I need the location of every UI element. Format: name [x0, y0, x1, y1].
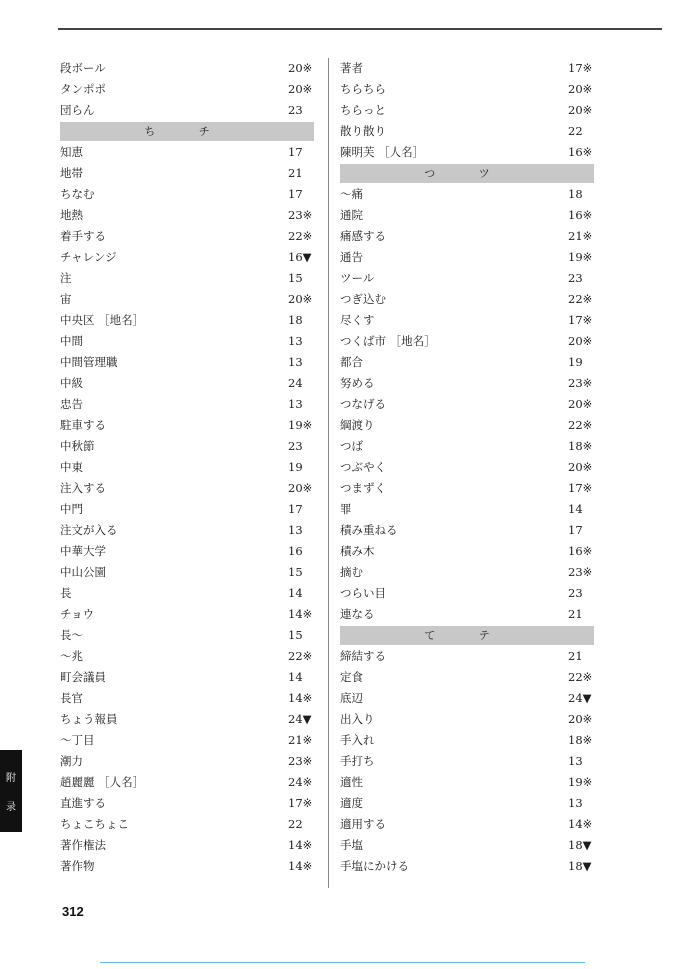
index-entry	[340, 520, 594, 541]
entry-lesson-number: 24▼	[288, 712, 312, 726]
index-entry	[60, 457, 314, 478]
section-header: つ ツ	[340, 164, 594, 183]
entry-term: 定食	[340, 670, 363, 684]
entry-lesson-number: 17	[288, 502, 303, 516]
index-entry	[60, 205, 314, 226]
entry-lesson-number: 23※	[568, 376, 593, 390]
index-entry	[60, 163, 314, 184]
entry-lesson-number: 14※	[288, 691, 313, 705]
entry-lesson-number: 20※	[568, 460, 593, 474]
entry-term: 手入れ	[340, 733, 375, 747]
entry-lesson-number: 22	[288, 817, 303, 831]
entry-term: 地帯	[60, 166, 83, 180]
entry-term: 宙	[60, 292, 72, 306]
entry-term: 連なる	[340, 607, 375, 621]
entry-lesson-number: 20※	[288, 481, 313, 495]
entry-lesson-number: 19※	[288, 418, 313, 432]
entry-term: 地熱	[60, 208, 83, 222]
index-entry	[60, 772, 314, 793]
bottom-rule	[100, 962, 585, 963]
index-entry	[60, 184, 314, 205]
entry-term: 中山公園	[60, 565, 106, 579]
index-entry	[60, 331, 314, 352]
entry-lesson-number: 13	[288, 334, 303, 348]
index-entry	[340, 856, 594, 877]
column-divider	[328, 58, 329, 888]
index-entry	[60, 394, 314, 415]
index-entry	[340, 772, 594, 793]
index-entry	[340, 436, 594, 457]
index-entry	[340, 226, 594, 247]
entry-term: つらい目	[340, 586, 386, 600]
entry-lesson-number: 20※	[288, 82, 313, 96]
entry-lesson-number: 17※	[568, 61, 593, 75]
index-entry	[340, 121, 594, 142]
index-entry	[60, 520, 314, 541]
entry-lesson-number: 13	[568, 754, 583, 768]
entry-term: ちょこちょこ	[60, 817, 129, 831]
index-entry	[60, 541, 314, 562]
entry-lesson-number: 16※	[568, 145, 593, 159]
index-entry	[340, 457, 594, 478]
entry-lesson-number: 14	[288, 670, 303, 684]
entry-lesson-number: 20※	[568, 103, 593, 117]
entry-term: 手打ち	[340, 754, 375, 768]
entry-term: 中門	[60, 502, 83, 516]
entry-lesson-number: 18▼	[568, 859, 592, 873]
entry-term: 〜兆	[60, 649, 83, 663]
entry-lesson-number: 14※	[288, 607, 313, 621]
index-entry	[340, 310, 594, 331]
entry-term: 中秋節	[60, 439, 95, 453]
entry-term: 陳明芙 ［人名］	[340, 145, 425, 159]
entry-term: 長官	[60, 691, 83, 705]
entry-lesson-number: 14※	[288, 859, 313, 873]
entry-term: タンポポ	[60, 82, 106, 96]
entry-lesson-number: 20※	[568, 334, 593, 348]
index-entry	[340, 415, 594, 436]
left-index-column	[60, 58, 314, 877]
index-entry	[60, 58, 314, 79]
index-entry	[340, 394, 594, 415]
index-entry	[60, 268, 314, 289]
index-entry	[60, 814, 314, 835]
entry-term: 罪	[340, 502, 352, 516]
index-entry	[60, 835, 314, 856]
entry-lesson-number: 19	[288, 460, 303, 474]
index-entry	[60, 688, 314, 709]
entry-lesson-number: 17	[288, 187, 303, 201]
entry-term: 段ボール	[60, 61, 106, 75]
entry-lesson-number: 23※	[288, 754, 313, 768]
entry-term: 努める	[340, 376, 375, 390]
entry-lesson-number: 21※	[288, 733, 313, 747]
entry-lesson-number: 22	[568, 124, 583, 138]
index-entry	[60, 583, 314, 604]
entry-term: 著者	[340, 61, 363, 75]
entry-lesson-number: 16※	[568, 208, 593, 222]
entry-lesson-number: 22※	[568, 418, 593, 432]
entry-lesson-number: 23※	[568, 565, 593, 579]
entry-term: つぎ込む	[340, 292, 386, 306]
section-header: て テ	[340, 626, 594, 645]
entry-lesson-number: 18※	[568, 733, 593, 747]
index-entry	[340, 562, 594, 583]
index-entry	[340, 814, 594, 835]
entry-lesson-number: 19	[568, 355, 583, 369]
entry-lesson-number: 21	[568, 607, 583, 621]
entry-term: 締結する	[340, 649, 386, 663]
entry-term: 団らん	[60, 103, 95, 117]
index-entry	[60, 625, 314, 646]
entry-lesson-number: 13	[568, 796, 583, 810]
entry-term: ちょう報員	[60, 712, 118, 726]
entry-term: 長〜	[60, 628, 83, 642]
index-entry	[60, 856, 314, 877]
entry-lesson-number: 13	[288, 355, 303, 369]
entry-term: 痛感する	[340, 229, 386, 243]
index-entry	[340, 100, 594, 121]
entry-lesson-number: 17※	[288, 796, 313, 810]
index-entry	[60, 793, 314, 814]
index-entry	[340, 499, 594, 520]
entry-lesson-number: 14	[568, 502, 583, 516]
entry-lesson-number: 23※	[288, 208, 313, 222]
entry-term: ちなむ	[60, 187, 95, 201]
entry-lesson-number: 24※	[288, 775, 313, 789]
entry-term: 潮力	[60, 754, 83, 768]
entry-term: 通院	[340, 208, 363, 222]
index-entry	[340, 604, 594, 625]
entry-term: 中央区 ［地名］	[60, 313, 145, 327]
index-entry	[60, 226, 314, 247]
entry-term: チャレンジ	[60, 250, 117, 264]
entry-term: 出入り	[340, 712, 375, 726]
page-number: 312	[62, 904, 84, 919]
entry-term: 中級	[60, 376, 83, 390]
entry-lesson-number: 18※	[568, 439, 593, 453]
section-header: ち チ	[60, 122, 314, 141]
entry-term: 散り散り	[340, 124, 386, 138]
entry-lesson-number: 13	[288, 397, 303, 411]
entry-term: 忠告	[60, 397, 83, 411]
entry-term: 注文が入る	[60, 523, 118, 537]
entry-term: 手塩	[340, 838, 363, 852]
entry-term: 注	[60, 271, 72, 285]
index-entry	[340, 541, 594, 562]
entry-term: 底辺	[340, 691, 363, 705]
entry-lesson-number: 16※	[568, 544, 593, 558]
index-entry	[340, 646, 594, 667]
entry-lesson-number: 19※	[568, 250, 593, 264]
side-tab-char: 录	[6, 802, 16, 813]
entry-lesson-number: 23	[288, 439, 303, 453]
index-entry	[60, 646, 314, 667]
index-entry	[340, 751, 594, 772]
index-entry	[60, 352, 314, 373]
entry-term: 都合	[340, 355, 363, 369]
index-entry	[340, 352, 594, 373]
entry-lesson-number: 23	[568, 271, 583, 285]
entry-lesson-number: 17	[568, 523, 583, 537]
index-entry	[60, 79, 314, 100]
entry-lesson-number: 17※	[568, 481, 593, 495]
entry-term: 著作物	[60, 859, 95, 873]
entry-term: 適度	[340, 796, 363, 810]
index-entry	[340, 58, 594, 79]
index-entry	[60, 751, 314, 772]
entry-term: 中東	[60, 460, 83, 474]
index-entry	[340, 478, 594, 499]
entry-lesson-number: 14※	[568, 817, 593, 831]
index-entry	[60, 667, 314, 688]
index-entry	[340, 79, 594, 100]
entry-lesson-number: 20※	[568, 712, 593, 726]
index-entry	[340, 730, 594, 751]
index-entry	[340, 583, 594, 604]
entry-term: 手塩にかける	[340, 859, 409, 873]
index-entry	[340, 205, 594, 226]
entry-lesson-number: 22※	[568, 292, 593, 306]
entry-lesson-number: 20※	[288, 61, 313, 75]
entry-lesson-number: 16	[288, 544, 303, 558]
index-entry	[60, 499, 314, 520]
index-entry	[60, 142, 314, 163]
entry-lesson-number: 17※	[568, 313, 593, 327]
index-entry	[340, 709, 594, 730]
entry-lesson-number: 19※	[568, 775, 593, 789]
entry-term: 中間管理職	[60, 355, 118, 369]
index-entry	[340, 184, 594, 205]
index-entry	[340, 289, 594, 310]
entry-lesson-number: 21	[288, 166, 303, 180]
entry-lesson-number: 15	[288, 628, 303, 642]
index-entry	[340, 247, 594, 268]
entry-lesson-number: 22※	[288, 229, 313, 243]
entry-term: 適用する	[340, 817, 386, 831]
index-entry	[340, 793, 594, 814]
entry-term: 趙麗麗 ［人名］	[60, 775, 145, 789]
entry-term: チョウ	[60, 607, 95, 621]
entry-lesson-number: 18	[288, 313, 303, 327]
entry-term: 知恵	[60, 145, 83, 159]
entry-lesson-number: 22※	[568, 670, 593, 684]
entry-term: 駐車する	[60, 418, 106, 432]
index-entry	[340, 688, 594, 709]
entry-term: つくば市 ［地名］	[340, 334, 436, 348]
entry-lesson-number: 20※	[568, 82, 593, 96]
entry-term: つまずく	[340, 481, 386, 495]
entry-term: ちらっと	[340, 103, 386, 117]
entry-lesson-number: 24	[288, 376, 303, 390]
index-entry	[60, 289, 314, 310]
entry-term: ツール	[340, 271, 375, 285]
entry-term: 通告	[340, 250, 363, 264]
index-entry	[340, 835, 594, 856]
right-index-column	[340, 58, 594, 877]
index-entry	[60, 373, 314, 394]
index-entry	[340, 373, 594, 394]
entry-term: 適性	[340, 775, 363, 789]
index-entry	[60, 436, 314, 457]
entry-lesson-number: 23	[288, 103, 303, 117]
appendix-side-tab	[0, 750, 22, 832]
entry-term: 直進する	[60, 796, 106, 810]
index-entry	[60, 709, 314, 730]
entry-lesson-number: 13	[288, 523, 303, 537]
entry-term: 長	[60, 586, 72, 600]
entry-lesson-number: 18	[568, 187, 583, 201]
index-entry	[60, 562, 314, 583]
entry-term: 積み木	[340, 544, 375, 558]
entry-lesson-number: 14※	[288, 838, 313, 852]
index-entry	[340, 331, 594, 352]
entry-term: 中華大学	[60, 544, 106, 558]
entry-term: 尽くす	[340, 313, 375, 327]
top-rule	[58, 28, 662, 30]
entry-lesson-number: 20※	[568, 397, 593, 411]
index-entry	[60, 415, 314, 436]
side-tab-char: 附	[6, 773, 16, 784]
entry-term: つなげる	[340, 397, 386, 411]
entry-term: つぶやく	[340, 460, 386, 474]
entry-term: 〜丁目	[60, 733, 95, 747]
entry-lesson-number: 16▼	[288, 250, 312, 264]
index-entry	[340, 268, 594, 289]
entry-lesson-number: 18▼	[568, 838, 592, 852]
entry-term: 積み重ねる	[340, 523, 398, 537]
entry-lesson-number: 21	[568, 649, 583, 663]
entry-term: 注入する	[60, 481, 106, 495]
entry-term: 着手する	[60, 229, 106, 243]
entry-lesson-number: 14	[288, 586, 303, 600]
entry-term: つば	[340, 439, 363, 453]
index-entry	[60, 478, 314, 499]
entry-lesson-number: 21※	[568, 229, 593, 243]
entry-lesson-number: 24▼	[568, 691, 592, 705]
index-entry	[60, 604, 314, 625]
entry-lesson-number: 15	[288, 271, 303, 285]
entry-lesson-number: 23	[568, 586, 583, 600]
entry-lesson-number: 22※	[288, 649, 313, 663]
entry-lesson-number: 17	[288, 145, 303, 159]
index-entry	[60, 100, 314, 121]
entry-lesson-number: 20※	[288, 292, 313, 306]
entry-term: 町会議員	[60, 670, 106, 684]
index-entry	[340, 142, 594, 163]
entry-term: 綱渡り	[340, 418, 375, 432]
entry-term: 摘む	[340, 565, 363, 579]
entry-term: 中間	[60, 334, 83, 348]
entry-term: 著作権法	[60, 838, 106, 852]
index-entry	[60, 310, 314, 331]
index-entry	[60, 247, 314, 268]
entry-term: 〜痛	[340, 187, 363, 201]
index-entry	[60, 730, 314, 751]
entry-lesson-number: 15	[288, 565, 303, 579]
index-entry	[340, 667, 594, 688]
entry-term: ちらちら	[340, 82, 386, 96]
